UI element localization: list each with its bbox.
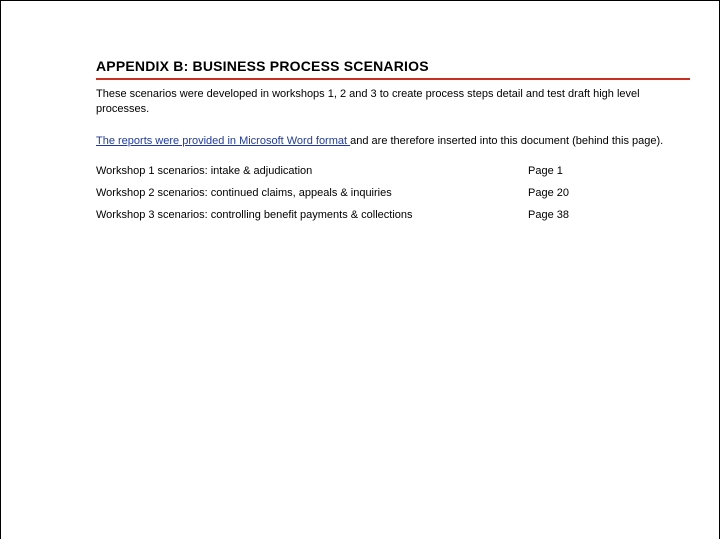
workshop-row-2 bbox=[96, 186, 690, 208]
workshop-row-1 bbox=[96, 164, 690, 186]
reports-paragraph bbox=[96, 134, 686, 149]
workshop-page: Page 20 bbox=[528, 187, 569, 199]
workshop-row-3 bbox=[96, 208, 690, 230]
workshop-title: Workshop 1 scenarios: intake & adjudication bbox=[96, 165, 313, 177]
page-title: APPENDIX B: BUSINESS PROCESS SCENARIOS bbox=[96, 58, 429, 74]
heading-rule bbox=[96, 78, 690, 80]
workshop-page: Page 1 bbox=[528, 165, 563, 177]
reports-text: and are therefore inserted into this document (behind this page). bbox=[350, 135, 664, 147]
document-body bbox=[96, 58, 690, 230]
workshop-list bbox=[96, 164, 690, 230]
word-format-link[interactable]: The reports were provided in Microsoft Word format bbox=[96, 135, 351, 147]
workshop-page: Page 38 bbox=[528, 209, 569, 221]
intro-paragraph: These scenarios were developed in workshops 1, 2 and 3 to create process steps detail and test draft high level processes. bbox=[96, 88, 640, 115]
workshop-title: Workshop 3 scenarios: controlling benefit payments & collections bbox=[96, 209, 413, 221]
workshop-title: Workshop 2 scenarios: continued claims, appeals & inquiries bbox=[96, 187, 392, 199]
